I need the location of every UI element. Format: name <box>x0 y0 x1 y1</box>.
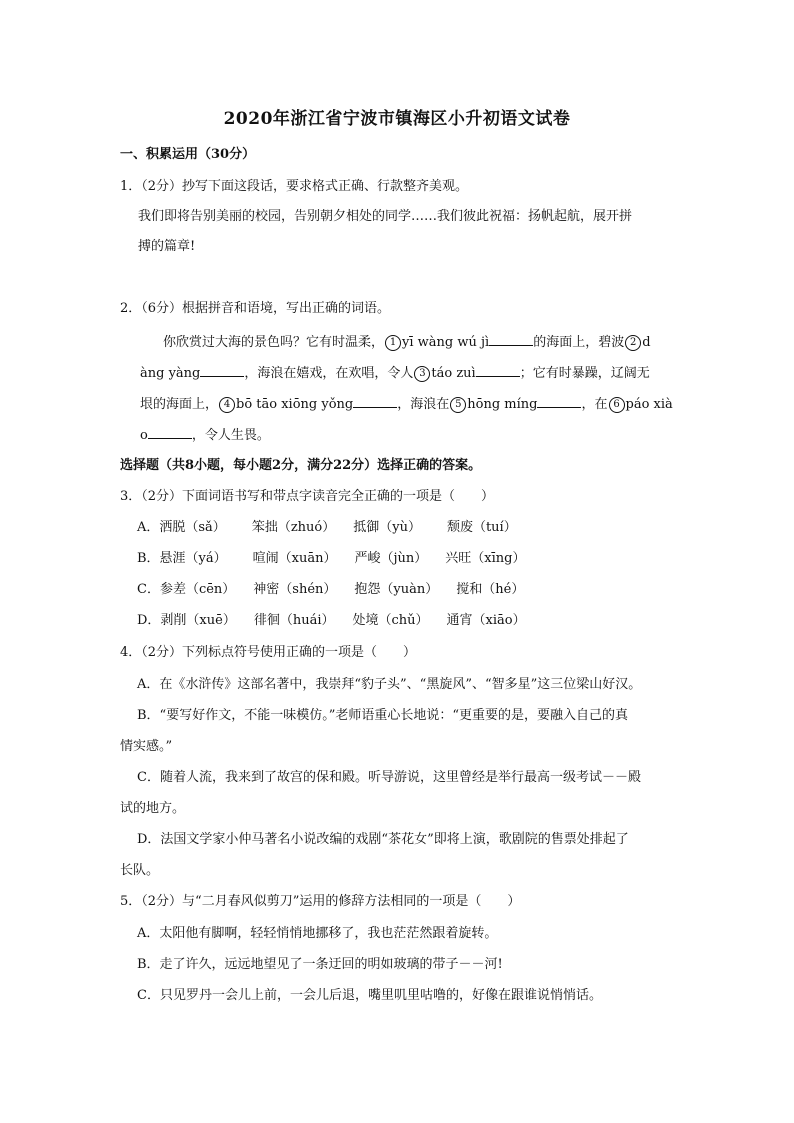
question-2-passage-line-3 <box>140 395 673 414</box>
option-word: 通宵（xiāo） <box>446 613 526 628</box>
question-5-option-c[interactable]: C．只见罗丹一会儿上前，一会儿后退，嘴里叽里咕噜的，好像在跟谁说悄悄话。 <box>137 988 602 1003</box>
question-1-stem: 1．（2分）抄写下面这段话，要求格式正确、行款整齐美观。 <box>120 179 469 194</box>
pinyin-1: yī wàng wú jì <box>402 335 490 350</box>
passage-text: ，令人生畏。 <box>191 428 270 443</box>
passage-text: ，在 <box>581 397 608 412</box>
pinyin-2-start: d <box>642 335 651 350</box>
passage-text: 的海面上，碧波 <box>533 335 625 350</box>
question-1-passage-line-1: 我们即将告别美丽的校园，告别朝夕相处的同学……我们彼此祝福：扬帆起航，展开拼 <box>138 209 633 224</box>
option-word: 徘徊（huái） <box>253 613 335 628</box>
option-word: 搅和（hé） <box>456 582 525 597</box>
circled-number-6: 6 <box>609 397 625 413</box>
question-4-stem: 4．（2分）下列标点符号使用正确的一项是（ ） <box>120 645 417 660</box>
passage-text: ，海浪在 <box>397 397 450 412</box>
question-4-option-a[interactable]: A．在《水浒传》这部名著中，我崇拜“豹子头”、“黑旋风”、“智多星”这三位梁山好汉。 <box>137 677 642 692</box>
passage-text: ；它有时暴躁，辽阔无 <box>519 366 650 381</box>
option-word: 兴旺（xīng） <box>445 551 526 566</box>
circled-number-1: 1 <box>385 335 401 351</box>
answer-blank-3[interactable] <box>476 364 520 377</box>
option-word: 抱怨（yuàn） <box>354 582 439 597</box>
question-3-option-b[interactable] <box>137 550 525 568</box>
question-2-passage-line-4 <box>140 426 270 445</box>
answer-blank-2[interactable] <box>200 364 244 377</box>
section-heading-accumulation: 一、积累运用（30分） <box>120 147 256 162</box>
question-2-passage-line-1 <box>163 333 651 352</box>
question-5-option-a[interactable]: A．太阳他有脚啊，轻轻悄悄地挪移了，我也茫茫然跟着旋转。 <box>137 926 498 941</box>
question-1-passage-line-2: 搏的篇章! <box>138 239 196 254</box>
pinyin-6-end: o <box>140 428 148 443</box>
section-heading-multiple-choice: 选择题（共8小题，每小题2分，满分22分）选择正确的答案。 <box>120 458 482 473</box>
passage-text: ，海浪在嬉戏，在欢唱，令人 <box>244 366 414 381</box>
question-5-stem: 5．（2分）与“二月春风似剪刀”运用的修辞方法相同的一项是（ ） <box>120 894 521 909</box>
option-word: 颓废（tuí） <box>446 520 517 535</box>
question-4-option-d[interactable]: D．法国文学家小仲马著名小说改编的戏剧“茶花女”即将上演，歌剧院的售票处排起了 <box>137 832 629 847</box>
option-word: D．剥削（xuē） <box>137 613 236 628</box>
passage-text: 垠的海面上， <box>140 397 219 412</box>
question-3-stem: 3．（2分）下面词语书写和带点字读音完全正确的一项是（ ） <box>120 489 495 504</box>
question-5-option-b[interactable]: B．走了许久，远远地望见了一条迂回的明如玻璃的带子－－河! <box>137 957 503 972</box>
circled-number-4: 4 <box>219 397 235 413</box>
answer-blank-4[interactable] <box>353 395 397 408</box>
option-word: A．洒脱（sǎ） <box>137 520 226 535</box>
passage-text: 你欣赏过大海的景色吗？它有时温柔， <box>163 335 385 350</box>
pinyin-6-start: páo xià <box>625 397 673 412</box>
option-word: C．参差（cēn） <box>137 582 236 597</box>
answer-blank-5[interactable] <box>537 395 581 408</box>
option-word: 抵御（yù） <box>353 520 421 535</box>
option-word: 处境（chǔ） <box>352 613 429 628</box>
question-2-passage-line-2 <box>140 364 650 383</box>
pinyin-3: táo zuì <box>431 366 476 381</box>
question-3-option-c[interactable] <box>137 581 524 599</box>
answer-blank-6[interactable] <box>148 426 192 439</box>
question-3-option-d[interactable] <box>137 612 526 630</box>
question-4-option-b[interactable]: B．“要写好作文，不能一味模仿。”老师语重心长地说：“更重要的是，要融入自己的真 <box>137 708 628 723</box>
pinyin-2-end: àng yàng <box>140 366 201 381</box>
circled-number-3: 3 <box>414 366 430 382</box>
exam-title: 2020年浙江省宁波市镇海区小升初语文试卷 <box>223 109 571 129</box>
option-word: 严峻（jùn） <box>354 551 428 566</box>
option-word: 喧闹（xuān） <box>252 551 337 566</box>
question-4-option-d-continued: 长队。 <box>120 863 160 878</box>
pinyin-5: hōng míng <box>467 397 538 412</box>
question-4-option-b-continued: 情实感。” <box>120 739 173 754</box>
circled-number-5: 5 <box>450 397 466 413</box>
answer-blank-1[interactable] <box>489 333 533 346</box>
question-3-option-a[interactable] <box>137 519 517 537</box>
question-2-stem: 2．（6分）根据拼音和语境，写出正确的词语。 <box>120 301 391 316</box>
option-word: B．悬涯（yá） <box>137 551 227 566</box>
option-word: 神密（shén） <box>253 582 337 597</box>
question-4-option-c-continued: 试的地方。 <box>120 801 186 816</box>
question-4-option-c[interactable]: C．随着人流，我来到了故宫的保和殿。听导游说，这里曾经是举行最高一级考试－－殿 <box>137 770 641 785</box>
pinyin-4: bō tāo xiōng yǒng <box>236 397 354 412</box>
circled-number-2: 2 <box>625 335 641 351</box>
option-word: 笨拙（zhuó） <box>251 520 336 535</box>
